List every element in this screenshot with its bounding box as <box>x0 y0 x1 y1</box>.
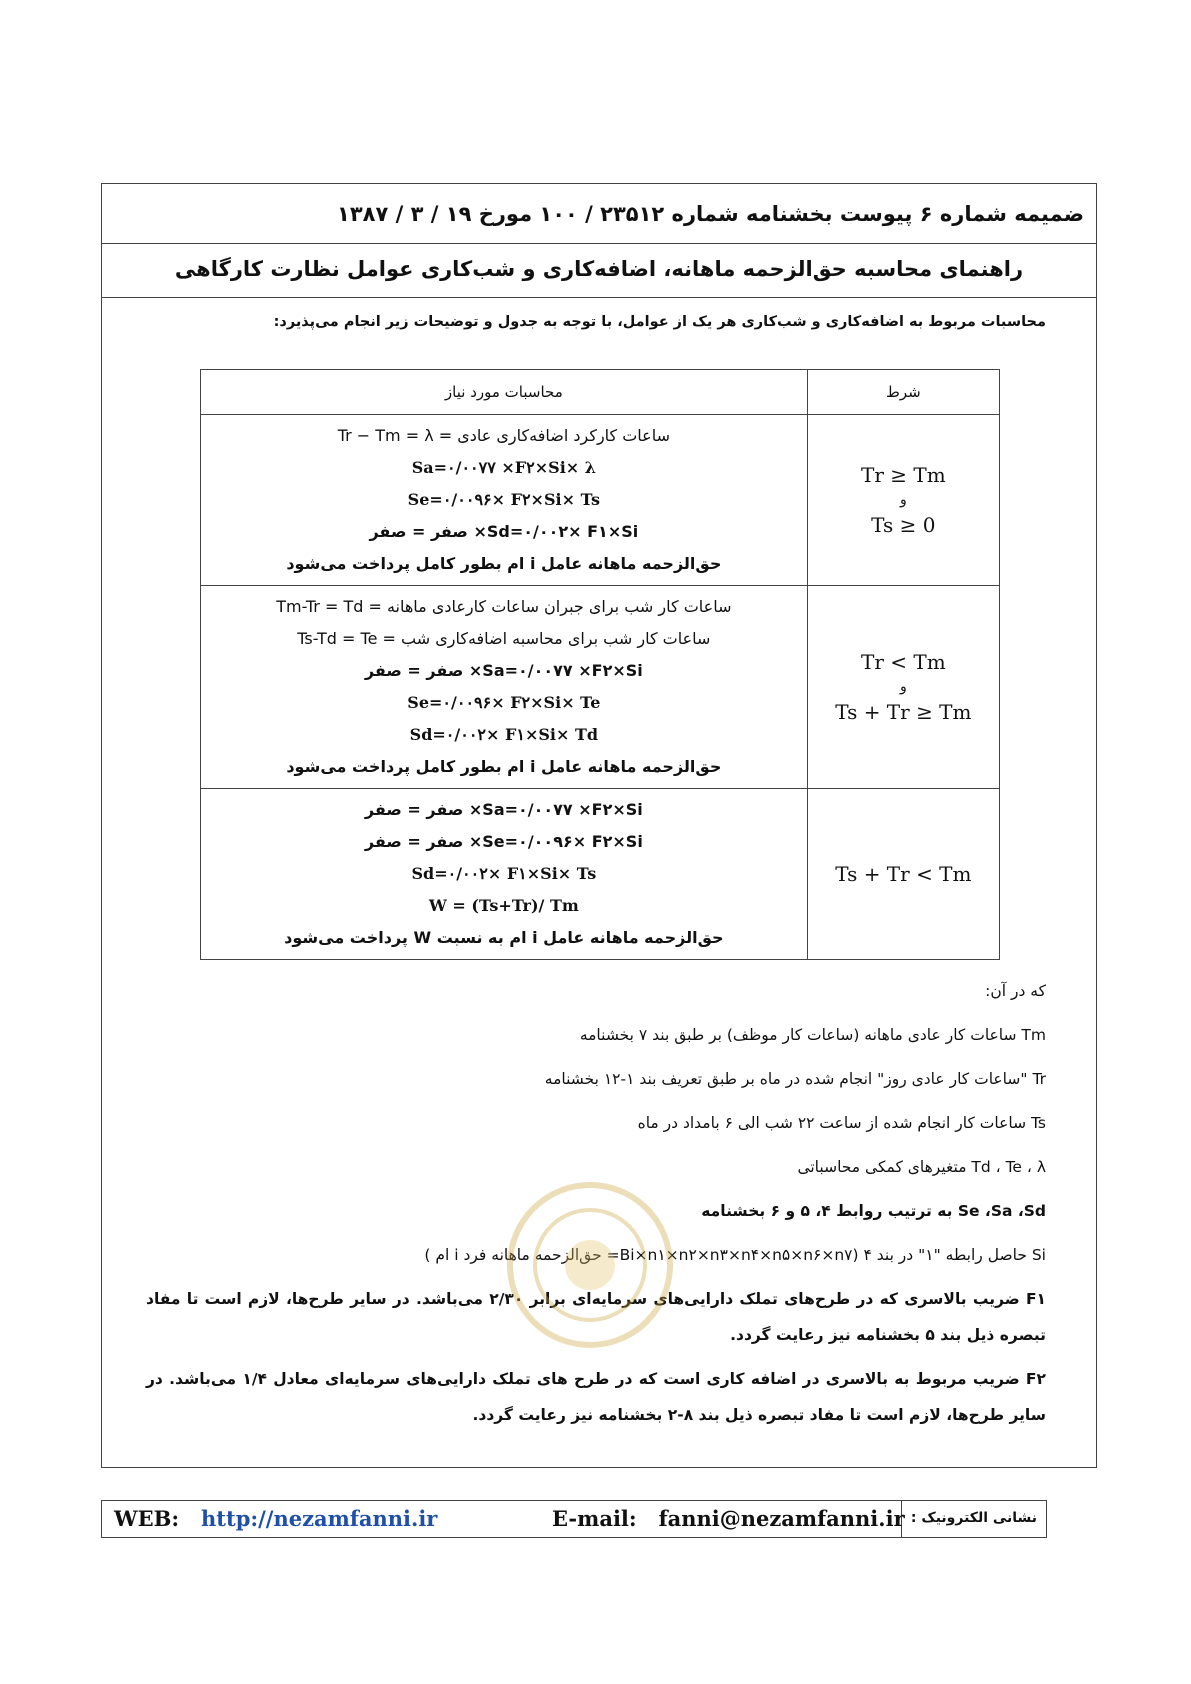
definition-item: F۲ ضریب مربوط به بالاسری در اضافه کاری است که در طرح های تملک دارایی‌های سرمایه‌ای معادل ۱/۴ می‌باشد. در سایر طرح‌ها، لازم است تا مفاد تبصره ذیل بند ۸-۲ بخشنامه نیز رعایت گردد. <box>146 1370 1046 1424</box>
calc-cell <box>201 586 808 789</box>
header-calculations: محاسبات مورد نیاز <box>201 370 808 415</box>
header-condition: شرط <box>807 370 999 415</box>
condition-line: Tr ≥ Tm <box>861 463 946 487</box>
calc-line: W = (Ts+Tr)/ Tm <box>428 896 579 915</box>
calc-line: Sd=۰/۰۰۲× F۱×Si× Ts <box>411 864 597 883</box>
calc-line: ساعات کار شب برای جبران ساعات کارعادی ماهانه = Tm-Tr = Td <box>276 597 732 616</box>
condition-line: Ts + Tr < Tm <box>835 862 972 886</box>
calc-line: ساعات کارکرد اضافه‌کاری عادی = Tr − Tm = λ <box>337 426 671 445</box>
calc-line: حق‌الزحمه ماهانه عامل i ام بطور کامل پرداخت می‌شود <box>286 554 722 573</box>
footer-bar <box>101 1500 1047 1538</box>
web-label: WEB: <box>114 1506 180 1531</box>
email-prefix: E-mail: <box>552 1506 637 1531</box>
condition-and: و <box>899 679 907 695</box>
table-row <box>201 586 1000 789</box>
condition-line: Tr < Tm <box>861 650 946 674</box>
calc-line: حق‌الزحمه ماهانه عامل i ام به نسبت W پرداخت می‌شود <box>284 928 724 947</box>
definition-item: Tr "ساعات کار عادی روز" انجام شده در ماه بر طبق تعریف بند ۱-۱۲ بخشنامه <box>544 1070 1046 1088</box>
definition-item: Ts ساعات کار انجام شده از ساعت ۲۲ شب الی ۶ بامداد در ماه <box>637 1114 1046 1132</box>
definition-item: F۱ ضریب بالاسری که در طرح‌های تملک دارایی‌های سرمایه‌ای برابر ۲/۳۰ می‌باشد. در سایر طرح‌ها، لازم است تا مفاد تبصره ذیل بند ۵ بخشنامه نیز رعایت گردد. <box>146 1290 1047 1344</box>
calculation-table <box>200 369 1000 960</box>
table-header-row <box>201 370 1000 415</box>
condition-line: Ts ≥ 0 <box>871 513 936 537</box>
definition-item: Td ، Te ، λ متغیرهای کمکی محاسباتی <box>797 1158 1046 1176</box>
calc-cell <box>201 415 808 586</box>
calc-line: Sd=۰/۰۰۲× F۱×Si× Td <box>409 725 599 744</box>
calc-line: Sd=۰/۰۰۲× F۱×Si× صفر = صفر <box>369 522 639 541</box>
document-title: ضمیمه شماره ۶ پیوست بخشنامه شماره ۲۳۵۱۲ / ۱۰۰ مورخ ۱۹ / ۳ / ۱۳۸۷ <box>102 184 1096 244</box>
calc-line: Sa=۰/۰۰۷۷ ×F۲×Si× صفر = صفر <box>364 661 643 680</box>
condition-cell <box>807 789 999 960</box>
condition-and: و <box>899 492 907 508</box>
email-label: نشانی الکترونیک : <box>901 1501 1046 1537</box>
calc-cell <box>201 789 808 960</box>
email-address[interactable]: fanni@nezamfanni.ir <box>658 1506 905 1531</box>
definition-item: Tm ساعات کار عادی ماهانه (ساعات کار موظف) بر طبق بند ۷ بخشنامه <box>579 1026 1046 1044</box>
calc-line: Se=۰/۰۰۹۶× F۲×Si× Ts <box>407 490 601 509</box>
table-row <box>201 789 1000 960</box>
definition-item: Se ،Sa ،Sd به ترتیب روابط ۴، ۵ و ۶ بخشنامه <box>701 1202 1046 1220</box>
definitions-list <box>146 969 1046 1441</box>
table-row <box>201 415 1000 586</box>
document-subtitle: راهنمای محاسبه حق‌الزحمه ماهانه، اضافه‌کاری و شب‌کاری عوامل نظارت کارگاهی <box>102 244 1096 298</box>
website-link[interactable]: http://nezamfanni.ir <box>201 1506 438 1531</box>
calc-line: Se=۰/۰۰۹۶× F۲×Si× صفر = صفر <box>364 832 643 851</box>
calc-line: Sa=۰/۰۰۷۷ ×F۲×Si× صفر = صفر <box>364 800 643 819</box>
condition-cell <box>807 586 999 789</box>
email-line <box>552 1501 905 1537</box>
calc-line: Se=۰/۰۰۹۶× F۲×Si× Te <box>407 693 601 712</box>
condition-cell <box>807 415 999 586</box>
calc-line: ساعات کار شب برای محاسبه اضافه‌کاری شب = Ts-Td = Te <box>297 629 711 648</box>
condition-line: Ts + Tr ≥ Tm <box>835 700 972 724</box>
definition-item: که در آن: <box>985 982 1046 1000</box>
website-line <box>114 1501 437 1537</box>
intro-text: محاسبات مربوط به اضافه‌کاری و شب‌کاری هر یک از عوامل، با توجه به جدول و توضیحات زیر انجام می‌پذیرد: <box>273 314 1046 330</box>
calc-line: حق‌الزحمه ماهانه عامل i ام بطور کامل پرداخت می‌شود <box>286 757 722 776</box>
calc-line: Sa=۰/۰۰۷۷ ×F۲×Si× λ <box>411 458 596 477</box>
definition-item: Si حاصل رابطه "۱" در بند ۴ (Bi×n۱×n۲×n۳×n۴×n۵×n۶×n۷= حق‌الزحمه ماهانه فرد i ام ) <box>424 1246 1046 1264</box>
document-frame <box>101 183 1097 1468</box>
